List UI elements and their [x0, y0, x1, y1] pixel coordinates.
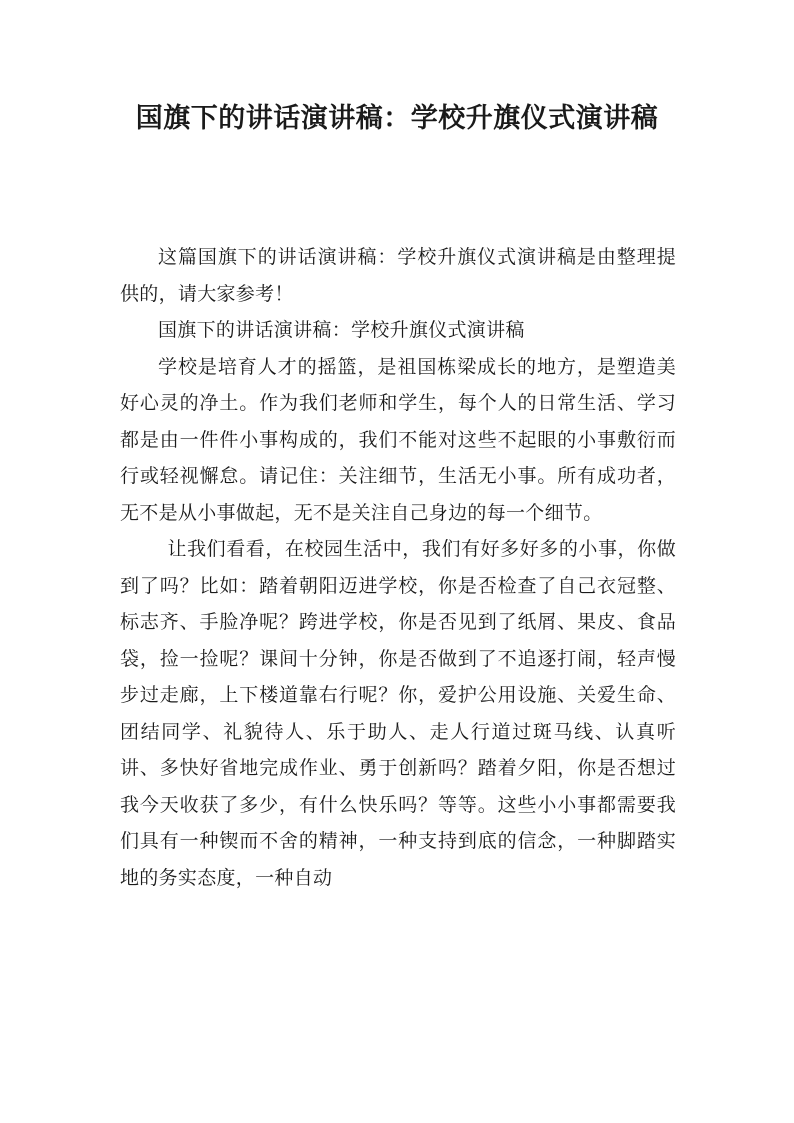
body-paragraph-2: 让我们看看，在校园生活中，我们有好多好多的小事，你做到了吗？比如：踏着朝阳迈进学校，你是否检查了自己衣冠整、标志齐、手脸净呢？跨进学校，你是否见到了纸屑、果皮、食品袋，捡一捡呢？课间十分钟，你是否做到了不追逐打闹，轻声慢步过走廊，上下楼道靠右行呢？你，爱护公用设施、关爱生命、团结同学、礼貌待人、乐于助人、走人行道过斑马线、认真听讲、多快好省地完成作业、勇于创新吗？踏着夕阳，你是否想过我今天收获了多少，有什么快乐吗？等等。这些小小事都需要我们具有一种锲而不舍的精神，一种支持到底的信念，一种脚踏实地的务实态度，一种自动	[120, 538, 676, 889]
subtitle-paragraph: 国旗下的讲话演讲稿：学校升旗仪式演讲稿	[158, 319, 525, 341]
body-paragraph-1: 学校是培育人才的摇篮，是祖国栋梁成长的地方，是塑造美好心灵的净土。作为我们老师和学生，每个人的日常生活、学习都是由一件件小事构成的，我们不能对这些不起眼的小事敷衍而行或轻视懈怠。请记住：关注细节，生活无小事。所有成功者，无不是从小事做起，无不是关注自己身边的每一个细节。	[120, 355, 676, 524]
document-title: 国旗下的讲话演讲稿：学校升旗仪式演讲稿	[135, 103, 659, 134]
intro-paragraph: 这篇国旗下的讲话演讲稿：学校升旗仪式演讲稿是由整理提供的，请大家参考！	[120, 246, 676, 305]
document-body	[120, 239, 676, 896]
